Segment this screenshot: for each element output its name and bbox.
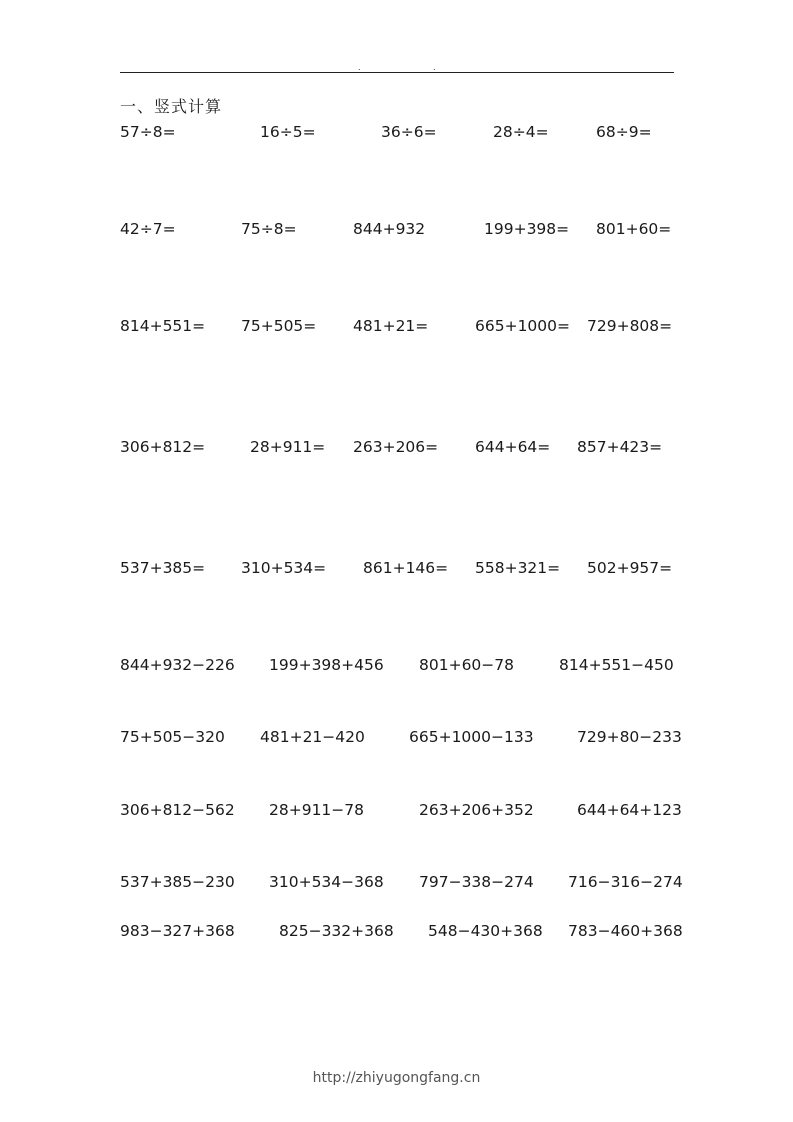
problem: 558+321= [475,559,561,577]
problem: 797−338−274 [419,873,534,891]
problem: 28÷4= [493,123,549,141]
problem: 263+206+352 [419,801,534,819]
problem: 68÷9= [596,123,652,141]
problem: 28+911−78 [269,801,365,819]
problem: 16÷5= [260,123,316,141]
problem: 814+551= [120,317,206,335]
problem: 844+932 [353,220,426,238]
problem: 502+957= [587,559,673,577]
problem: 537+385−230 [120,873,235,891]
problem: 263+206= [353,438,439,456]
problem: 75+505= [241,317,317,335]
problem: 42÷7= [120,220,176,238]
problem: 861+146= [363,559,449,577]
problem: 801+60= [596,220,672,238]
problem: 857+423= [577,438,663,456]
problem: 729+808= [587,317,673,335]
problem: 306+812= [120,438,206,456]
problem: 825−332+368 [279,922,394,940]
problem: 783−460+368 [568,922,683,940]
problem: 644+64= [475,438,551,456]
problem: 665+1000= [475,317,571,335]
problem: 983−327+368 [120,922,235,940]
problem: 36÷6= [381,123,437,141]
problem: 716−316−274 [568,873,683,891]
problem: 310+534= [241,559,327,577]
problem: 57÷8= [120,123,176,141]
section-title: 一、竖式计算 [120,97,223,116]
problem: 199+398+456 [269,656,384,674]
problem: 801+60−78 [419,656,515,674]
header-dot-right: . [433,63,436,72]
problem: 306+812−562 [120,801,235,819]
problem: 644+64+123 [577,801,682,819]
problem: 28+911= [250,438,326,456]
problem: 814+551−450 [559,656,674,674]
problem: 548−430+368 [428,922,543,940]
problem: 729+80−233 [577,728,682,746]
problem: 665+1000−133 [409,728,534,746]
problem: 844+932−226 [120,656,235,674]
footer-url: http://zhiyugongfang.cn [312,1070,481,1086]
problem: 75÷8= [241,220,297,238]
header-rule [120,72,674,73]
problem: 481+21= [353,317,429,335]
problem: 75+505−320 [120,728,225,746]
problem: 481+21−420 [260,728,365,746]
problem: 310+534−368 [269,873,384,891]
header-dot-left: . [358,63,361,72]
problem: 199+398= [484,220,570,238]
problem: 537+385= [120,559,206,577]
